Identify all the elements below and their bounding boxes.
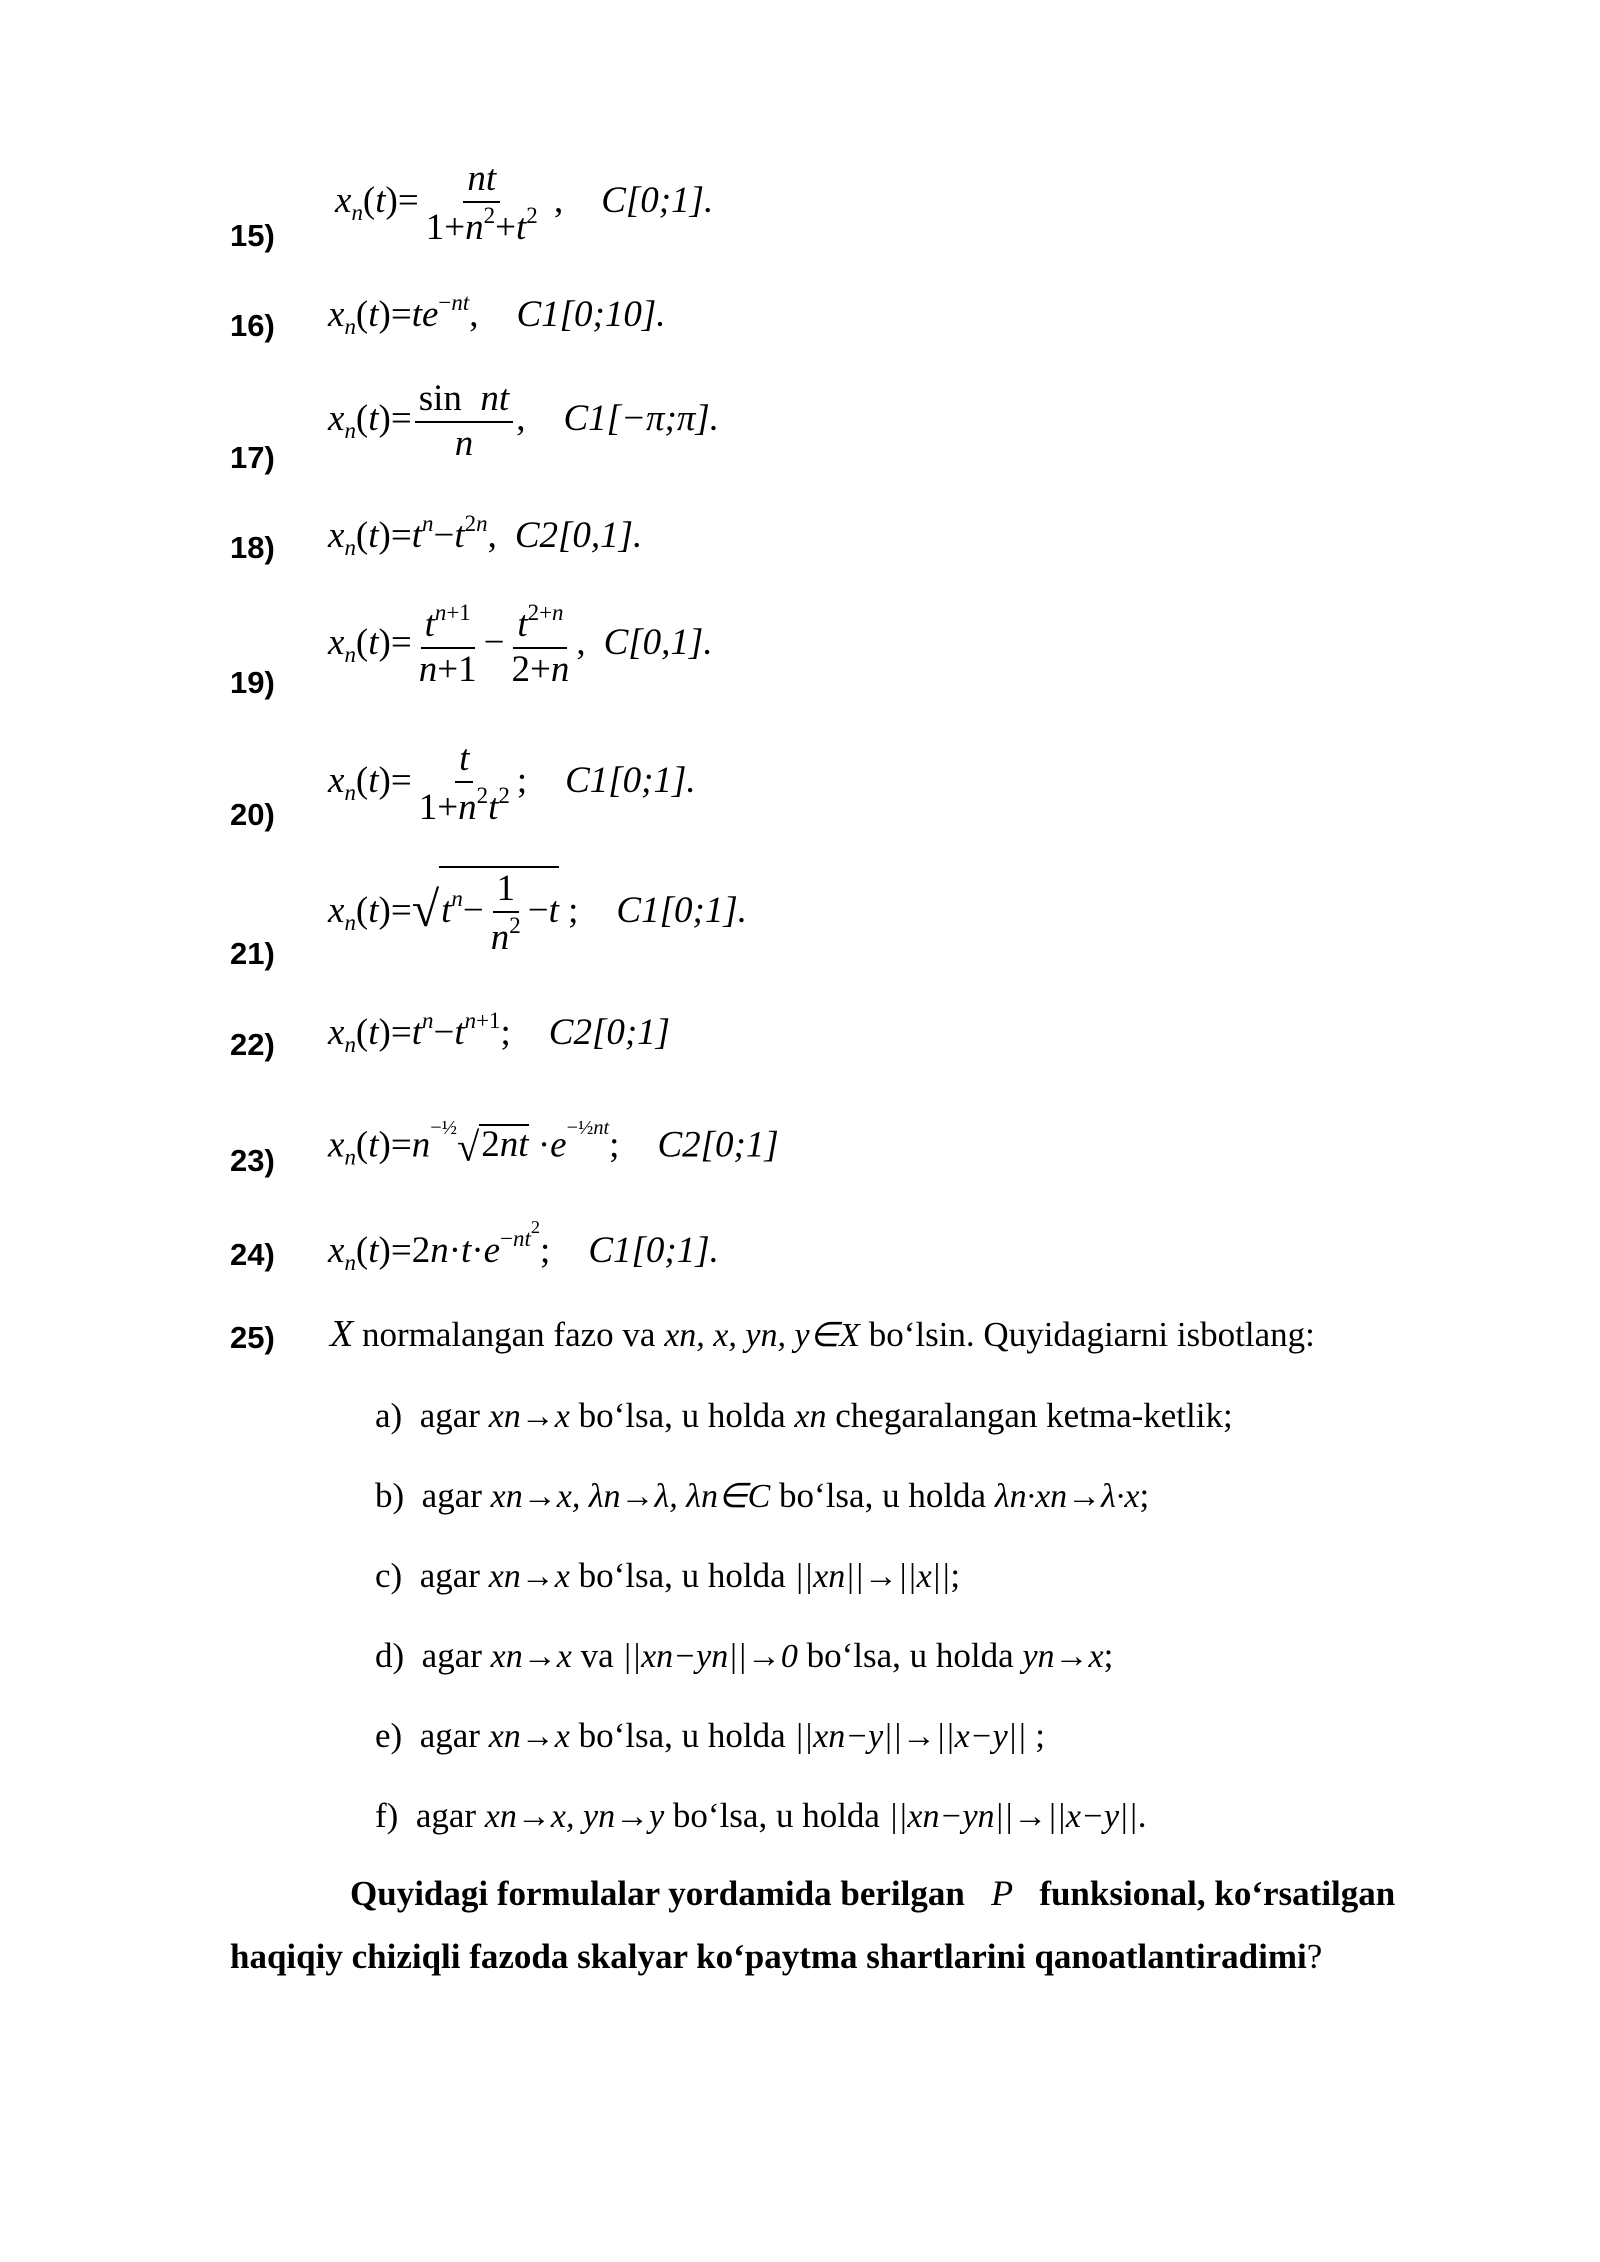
subitem-e (375, 1716, 1045, 1756)
condition: xn→x (488, 1558, 570, 1595)
agar-text: agar (419, 1396, 480, 1435)
tail-text: ; (1035, 1716, 1045, 1755)
agar-text: agar (419, 1716, 480, 1755)
agar-text: agar (419, 1556, 480, 1595)
closing-text-3: haqiqiy chiziqli fazoda skalyar ko‘paytma shartlarini qanoatlantiradimi (230, 1937, 1307, 1976)
problem-number-15: 15) (230, 218, 275, 253)
then-text: bo‘lsa, u holda (672, 1796, 880, 1835)
result: yn→x (1022, 1638, 1104, 1675)
then-text: bo‘lsa, u holda (578, 1396, 786, 1435)
then-text: bo‘lsa, u holda (578, 1716, 786, 1755)
closing-line-2 (230, 1937, 1322, 1977)
formula-22: $x_n(t)=t^n-t^{n+1}$; C2[0;1] (328, 1008, 671, 1058)
question-mark: ? (1306, 1937, 1323, 1976)
then-text: bo‘lsa, u holda (779, 1476, 987, 1515)
formula-24: $x_n(t)=2n\cdot t\cdot e^{-nt^2}$; C1[0;1]. (328, 1217, 719, 1275)
space-X: X (330, 1313, 354, 1355)
problem-25-text-2: bo‘lsin. Quyidagiarni isbotlang: (868, 1315, 1315, 1354)
space-23: C2[0;1] (657, 1124, 779, 1166)
tail-text: ; (1139, 1476, 1150, 1515)
subitem-c (375, 1556, 960, 1596)
space-16: C1[0;10]. (516, 294, 666, 336)
space-19: C[0,1]. (603, 622, 713, 664)
problem-number-22: 22) (230, 1027, 275, 1062)
space-18: C2[0,1]. (514, 515, 643, 557)
condition: xn→x (488, 1398, 570, 1435)
problem-25-vars: xn, x, yn, y∈X (664, 1317, 860, 1354)
agar-text: agar (415, 1796, 477, 1835)
space-22: C2[0;1] (548, 1012, 671, 1054)
formula-16: $x_n(t)=te^{-nt}$, C1[0;10]. (328, 290, 666, 340)
problem-number-19: 19) (230, 665, 275, 700)
problem-number-16: 16) (230, 308, 275, 343)
condition: xn→x (490, 1638, 572, 1675)
subitem-label: f) (375, 1796, 399, 1835)
subitem-d (375, 1636, 1113, 1676)
tail-text: chegaralangan ketma-ketlik; (835, 1396, 1233, 1435)
formula-15: $x_n(t)=$ $\frac{nt}{1+n^2+t^2}$ , C[0;1]. (335, 158, 714, 248)
formula-20: $x_n(t)=$ $\frac{t}{1+n^2t^2}$ ; C1[0;1]. (328, 738, 696, 828)
subitem-b (375, 1476, 1149, 1516)
formula-18: $x_n(t)=t^n-t^{2n}$, C2[0,1]. (328, 511, 643, 561)
subitem-label: c) (375, 1556, 403, 1595)
space-20: C1[0;1]. (565, 760, 696, 802)
result: λn·xn→λ·x (994, 1478, 1140, 1515)
result: ||xn||→||x|| (794, 1558, 951, 1595)
problem-number-23: 23) (230, 1143, 275, 1178)
then-text: bo‘lsa, u holda (806, 1636, 1014, 1675)
closing-text-1: Quyidagi formulalar yordamida berilgan (350, 1874, 965, 1913)
space-15: C[0;1]. (601, 180, 714, 222)
tail-text: . (1137, 1796, 1147, 1835)
space-17: C1[−π;π]. (563, 398, 720, 440)
problem-number-24: 24) (230, 1237, 275, 1272)
space-21: C1[0;1]. (616, 890, 747, 932)
closing-line-1 (350, 1872, 1395, 1914)
space-24: C1[0;1]. (588, 1229, 719, 1271)
subitem-a (375, 1396, 1233, 1436)
formula-23: $x_n(t)=n^{-\frac{1}{2}}√2nt \cdot e^{-\frac{1}{2}nt}$; C2[0;1] (328, 1117, 779, 1170)
then-text: bo‘lsa, u holda (578, 1556, 786, 1595)
problem-number-21: 21) (230, 936, 275, 971)
subitem-label: e) (375, 1716, 403, 1755)
tail-text: ; (950, 1556, 961, 1595)
functional-P: P (991, 1873, 1014, 1913)
result: ||xn−yn||→||x−y|| (888, 1798, 1138, 1835)
problem-number-25: 25) (230, 1320, 275, 1355)
result: xn (794, 1398, 827, 1435)
condition: xn→x (488, 1718, 570, 1755)
subitem-label: d) (375, 1636, 405, 1675)
problem-number-20: 20) (230, 797, 275, 832)
condition: xn→x, yn→y (484, 1798, 665, 1835)
va-text: va (580, 1636, 614, 1675)
agar-text: agar (421, 1476, 482, 1515)
tail-text: ; (1103, 1636, 1114, 1675)
condition: xn→x, λn→λ, λn∈C (490, 1478, 771, 1515)
subitem-label: a) (375, 1396, 403, 1435)
problem-number-18: 18) (230, 530, 275, 565)
formula-19: $x_n(t)=$ $\frac{t^{n+1}}{n+1}$ − $\frac{t^{2+n}}{2+n}$ , C[0,1]. (328, 600, 713, 690)
subitem-label: b) (375, 1476, 405, 1515)
result: ||xn−y||→||x−y|| (794, 1718, 1027, 1755)
problem-25-text-1: normalangan fazo va (361, 1315, 656, 1354)
agar-text: agar (421, 1636, 482, 1675)
formula-21: $x_n(t)=√t^n-$ $\frac{1}{n^2}$ −t ; C1[0;1]. (328, 868, 747, 958)
condition-2: ||xn−yn||→0 (622, 1638, 798, 1675)
subitem-f (375, 1796, 1147, 1836)
problem-25-statement (330, 1312, 1315, 1356)
closing-text-2: funksional, ko‘rsatilgan (1039, 1874, 1396, 1913)
problem-number-17: 17) (230, 440, 275, 475)
formula-17: $x_n(t)=$ $\frac{\text{sin nt}}{n}$ , C1[−π;π]. (328, 378, 720, 464)
